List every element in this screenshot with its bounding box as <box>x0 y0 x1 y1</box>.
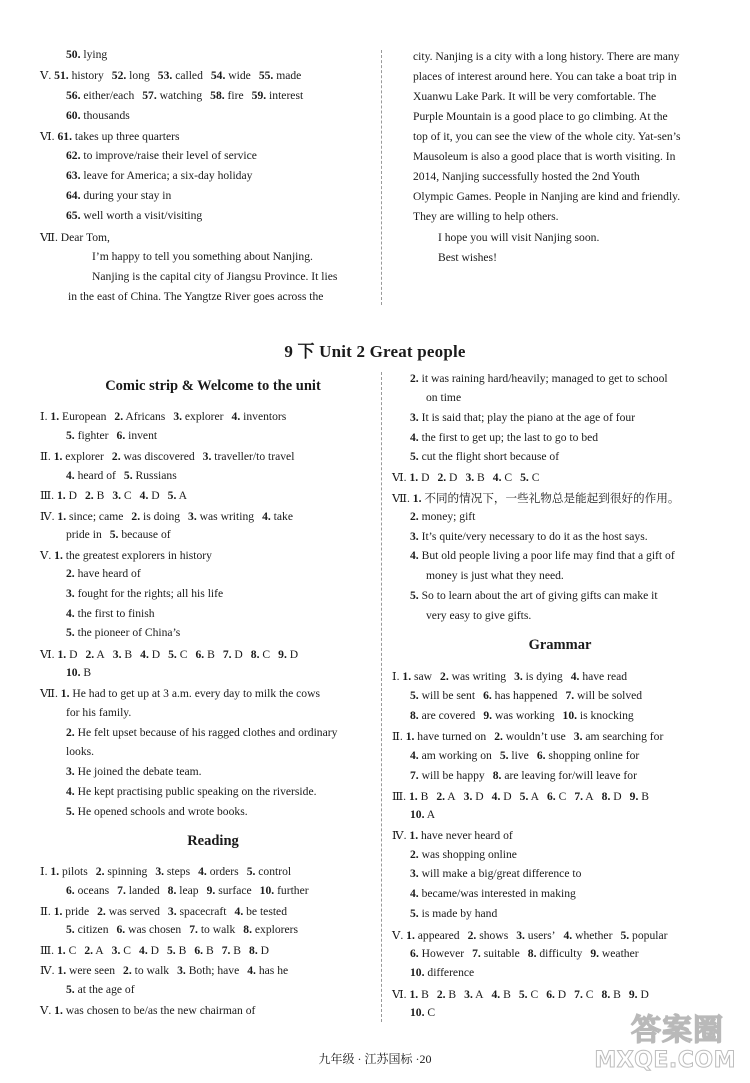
left-col-line: 4. the first to finish <box>66 607 155 620</box>
right-col-line: Ⅴ. 1. appeared 2. shows 3. users’ 4. whether 5. popular <box>392 929 668 942</box>
top-left-line: 60. thousands <box>66 109 130 122</box>
right-col-line: 10. difference <box>410 966 475 979</box>
left-col-line: Ⅵ. 1. D 2. A 3. B 4. D 5. C 6. B 7. D 8. C 9. D <box>40 648 299 661</box>
right-col-line: 4. But old people living a poor life may find that a gift of <box>410 549 675 562</box>
top-divider <box>381 50 382 305</box>
top-left-line: Ⅶ. Dear Tom, <box>40 231 110 244</box>
right-col-line: Ⅲ. 1. B 2. A 3. D 4. D 5. A 6. C 7. A 8. D 9. B <box>392 790 649 803</box>
top-left-line: 50. lying <box>66 48 108 61</box>
top-right-line: top of it, you can see the view of the whole city. Yat-sen’s <box>413 130 681 143</box>
top-right-line: 2014, Nanjing successfully hosted the 2nd Youth <box>413 170 640 183</box>
left-col-line: Ⅲ. 1. C 2. A 3. C 4. D 5. B 6. B 7. B 8. D <box>40 944 270 957</box>
left-col-line: for his family. <box>66 706 132 719</box>
left-col-line: 3. fought for the rights; all his life <box>66 587 224 600</box>
right-col-line: 2. it was raining hard/heavily; managed to get to school <box>410 372 668 385</box>
left-col-line: Ⅴ. 1. the greatest explorers in history <box>40 549 212 562</box>
right-col-line: 4. the first to get up; the last to go to bed <box>410 431 599 444</box>
right-col-line: 5. will be sent 6. has happened 7. will be solved <box>410 689 643 702</box>
top-right-line: Mausoleum is also a good place that is worth visiting. In <box>413 150 676 163</box>
section-comic-heading: Comic strip & Welcome to the unit <box>105 378 321 394</box>
top-right-line: Best wishes! <box>438 251 497 264</box>
top-left-line: Ⅵ. 61. takes up three quarters <box>40 130 180 143</box>
bottom-divider <box>381 372 382 1022</box>
top-right-line: Olympic Games. People in Nanjing are kind and friendly. <box>413 190 681 203</box>
watermark-top-text: 答案圈 <box>631 1013 724 1048</box>
left-col-line: 2. He felt upset because of his ragged clothes and ordinary <box>66 726 338 739</box>
left-col-line: pride in 5. because of <box>66 528 171 541</box>
right-col-line: 6. However 7. suitable 8. difficulty 9. weather <box>410 947 639 960</box>
left-col-line: 4. He kept practising public speaking on the riverside. <box>66 785 317 798</box>
right-col-line: 2. money; gift <box>410 510 476 523</box>
right-col-line: 10. C <box>410 1006 436 1019</box>
top-right-line: They are willing to help others. <box>413 210 559 223</box>
right-col-line: Ⅵ. 1. D 2. D 3. B 4. C 5. C <box>392 471 540 484</box>
left-col-line: Ⅱ. 1. pride 2. was served 3. spacecraft 4. be tested <box>40 905 288 918</box>
right-col-line: 4. am working on 5. live 6. shopping online for <box>410 749 640 762</box>
section-grammar-heading: Grammar <box>528 637 592 653</box>
left-col-line: 5. citizen 6. was chosen 7. to walk 8. explorers <box>66 923 299 936</box>
left-col-line: 2. have heard of <box>66 567 141 580</box>
left-col-line: 5. at the age of <box>66 983 135 996</box>
right-col-line: 8. are covered 9. was working 10. is knocking <box>410 709 634 722</box>
left-col-line: 3. He joined the debate team. <box>66 765 202 778</box>
right-col-line: Ⅰ. 1. saw 2. was writing 3. is dying 4. have read <box>392 670 628 683</box>
top-right-line: Xuanwu Lake Park. It will be very comfortable. The <box>413 90 657 103</box>
right-col-line: 7. will be happy 8. are leaving for/will leave for <box>410 769 637 782</box>
right-col-line: Ⅶ. 1. 不同的情况下，一些礼物总是能起到很好的作用。 <box>392 492 680 505</box>
top-right-line: I hope you will visit Nanjing soon. <box>438 231 600 244</box>
right-col-line: Ⅵ. 1. B 2. B 3. A 4. B 5. C 6. D 7. C 8. B 9. D <box>392 988 649 1001</box>
left-col-line: 10. B <box>66 666 92 679</box>
right-col-line: 4. became/was interested in making <box>410 887 576 900</box>
left-col-line: Ⅴ. 1. was chosen to be/as the new chairman of <box>40 1004 256 1017</box>
right-col-line: 5. So to learn about the art of giving gifts can make it <box>410 589 658 602</box>
top-left-line: Nanjing is the capital city of Jiangsu Province. It lies <box>92 270 338 283</box>
right-col-line: 3. It is said that; play the piano at the age of four <box>410 411 636 424</box>
left-col-line: looks. <box>66 745 95 758</box>
top-right-line: Purple Mountain is a good place to go climbing. At the <box>413 110 668 123</box>
left-col-line: Ⅲ. 1. D 2. B 3. C 4. D 5. A <box>40 489 187 502</box>
left-col-line: Ⅳ. 1. were seen 2. to walk 3. Both; have 4. has he <box>40 964 289 977</box>
top-left-line: 56. either/each 57. watching 58. fire 59. interest <box>66 89 304 102</box>
right-col-line: 2. was shopping online <box>410 848 517 861</box>
top-left-line: Ⅴ. 51. history 52. long 53. called 54. wide 55. made <box>40 69 302 82</box>
top-left-line: in the east of China. The Yangtze River goes across the <box>68 290 324 303</box>
right-col-line: 10. A <box>410 808 436 821</box>
left-col-line: Ⅰ. 1. European 2. Africans 3. explorer 4. inventors <box>40 410 287 423</box>
left-col-line: Ⅶ. 1. He had to get up at 3 a.m. every day to milk the cows <box>40 687 320 700</box>
top-left-line: 64. during your stay in <box>66 189 172 202</box>
left-col-line: 5. the pioneer of China’s <box>66 626 181 639</box>
right-col-line: money is just what they need. <box>426 569 564 582</box>
left-col-line: Ⅳ. 1. since; came 2. is doing 3. was writing 4. take <box>40 510 293 523</box>
right-col-line: 3. It’s quite/very necessary to do it as the host says. <box>410 530 648 543</box>
page-footer: 九年级 · 江苏国标 ·20 <box>318 1052 432 1066</box>
top-left-line: 62. to improve/raise their level of service <box>66 149 257 162</box>
right-col-line: on time <box>426 391 462 404</box>
right-col-line: 5. cut the flight short because of <box>410 450 560 463</box>
top-left-line: I’m happy to tell you something about Nanjing. <box>92 250 313 263</box>
right-col-line: Ⅳ. 1. have never heard of <box>392 829 513 842</box>
right-col-line: 3. will make a big/great difference to <box>410 867 582 880</box>
top-left-line: 65. well worth a visit/visiting <box>66 209 203 222</box>
watermark-logo <box>594 1009 744 1079</box>
right-col-line: 5. is made by hand <box>410 907 498 920</box>
unit-title: 9 下 Unit 2 Great people <box>284 342 466 361</box>
right-col-line: very easy to give gifts. <box>426 609 532 622</box>
watermark-bottom-text: MXQE.COM <box>594 1048 736 1073</box>
left-col-line: Ⅰ. 1. pilots 2. spinning 3. steps 4. orders 5. control <box>40 865 292 878</box>
right-col-line: Ⅱ. 1. have turned on 2. wouldn’t use 3. am searching for <box>392 730 664 743</box>
left-col-line: Ⅱ. 1. explorer 2. was discovered 3. traveller/to travel <box>40 450 295 463</box>
top-left-line: 63. leave for America; a six-day holiday <box>66 169 253 182</box>
top-right-line: places of interest around here. You can take a boat trip in <box>413 70 677 83</box>
left-col-line: 5. He opened schools and wrote books. <box>66 805 248 818</box>
top-right-line: city. Nanjing is a city with a long history. There are many <box>413 50 680 63</box>
left-col-line: 5. fighter 6. invent <box>66 429 158 442</box>
section-reading-heading: Reading <box>187 833 239 849</box>
left-col-line: 6. oceans 7. landed 8. leap 9. surface 10. further <box>66 884 309 897</box>
left-col-line: 4. heard of 5. Russians <box>66 469 177 482</box>
